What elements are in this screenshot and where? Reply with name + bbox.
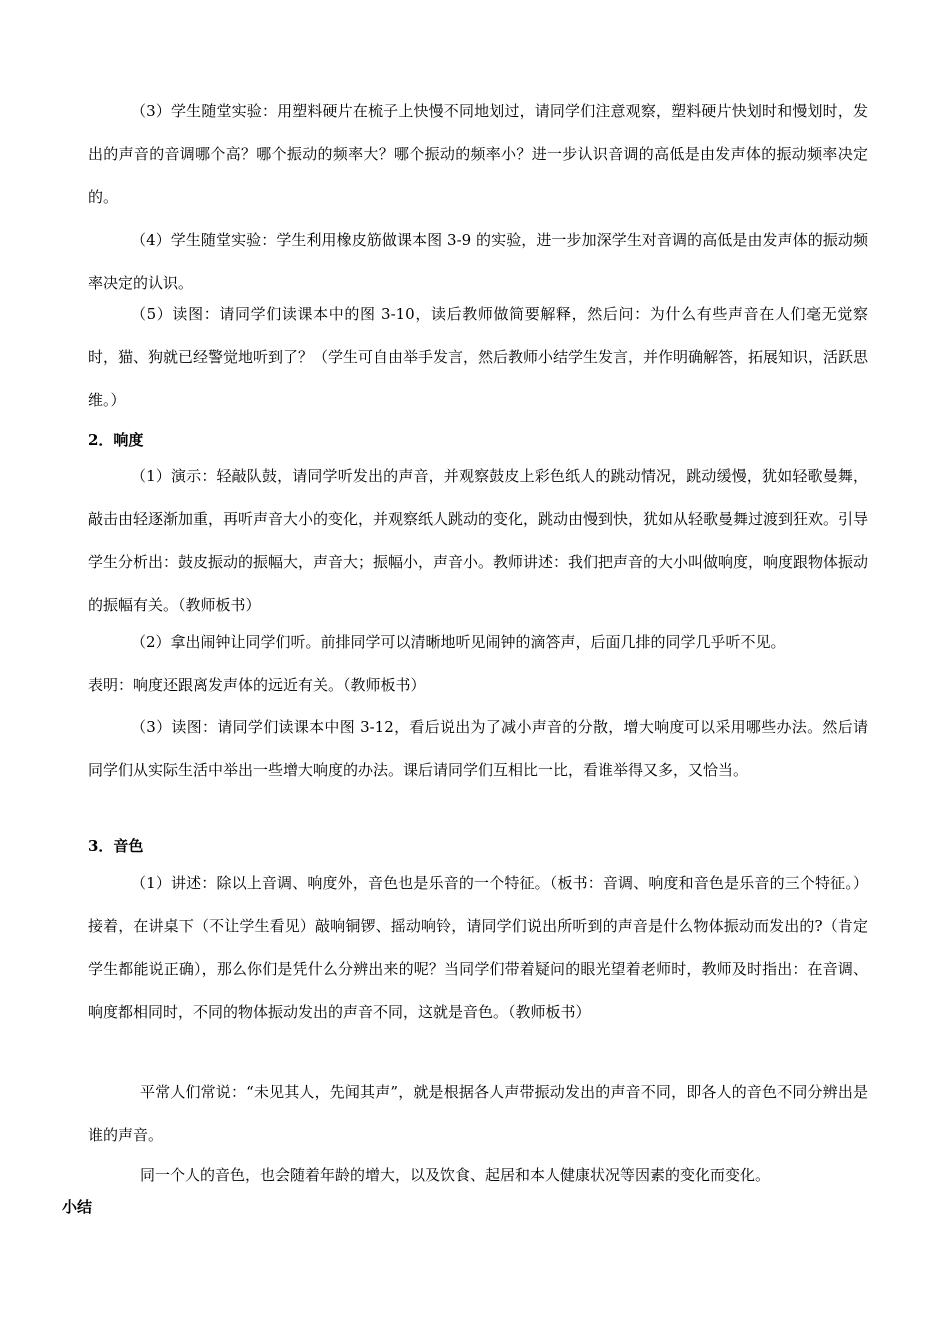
section-heading-loudness: 2．响度 <box>88 431 144 449</box>
paragraph-alarm-clock: （2）拿出闹钟让同学们听。前排同学可以清晰地听见闹钟的滴答声，后面几排的同学几乎听不见。 <box>131 633 786 651</box>
paragraph-saying: 平常人们常说：“未见其人，先闻其声”，就是根据各人声带振动发出的声音不同，即各人的音色不同分辨出是谁的声音。 <box>88 1083 868 1144</box>
paragraph-timbre-explanation: （1）讲述：除以上音调、响度外，音色也是乐音的一个特征。（板书：音调、响度和音色是乐音的三个特征。）接着，在讲桌下（不让学生看见）敲响铜锣、摇动响铃，请同学们说出所听到的声音是什么物体振动而发出的?（肯定学生都能说正确），那么你们是凭什么分辨出来的呢？当同学们带着疑问的眼光望着老师时，教师及时指出：在音调、响度都相同时，不同的物体振动发出的声音不同，这就是音色。（教师板书） <box>88 874 868 1021</box>
paragraph-loudness-distance: 表明：响度还跟离发声体的远近有关。（教师板书） <box>88 676 426 694</box>
paragraph-experiment-comb: （3）学生随堂实验：用塑料硬片在梳子上快慢不同地划过，请同学们注意观察，塑料硬片快划时和慢划时，发出的声音的音调哪个高？哪个振动的频率大？哪个振动的频率小？进一步认识音调的高低是由发声体的振动频率决定的。 <box>88 102 868 206</box>
summary-heading: 小结 <box>62 1198 93 1216</box>
paragraph-read-figure-3-10: （5）读图：请同学们读课本中的图 3-10，读后教师做简要解释，然后问：为什么有些声音在人们毫无觉察时，猫、狗就已经警觉地听到了？（学生可自由举手发言，然后教师小结学生发言，并作明确解答，拓展知识，活跃思维。） <box>88 305 869 409</box>
paragraph-drum-demo: （1）演示：轻敲队鼓，请同学听发出的声音，并观察鼓皮上彩色纸人的跳动情况，跳动缓慢，犹如轻歌曼舞，敲击由轻逐渐加重，再听声音大小的变化，并观察纸人跳动的变化，跳动由慢到快，犹如从轻歌曼舞过渡到狂欢。引导学生分析出：鼓皮振动的振幅大，声音大；振幅小，声音小。教师讲述：我们把声音的大小叫做响度，响度跟物体振动的振幅有关。（教师板书） <box>88 467 869 614</box>
paragraph-read-figure-3-12: （3）读图：请同学们读课本中图 3-12，看后说出为了减小声音的分散，增大响度可以采用哪些办法。然后请同学们从实际生活中举出一些增大响度的办法。课后请同学们互相比一比，看谁举得又多，又恰当。 <box>88 718 868 779</box>
paragraph-experiment-rubber-band: （4）学生随堂实验：学生利用橡皮筋做课本图 3-9 的实验，进一步加深学生对音调的高低是由发声体的振动频率决定的认识。 <box>88 231 868 292</box>
section-heading-timbre: 3．音色 <box>88 837 144 855</box>
paragraph-timbre-changes: 同一个人的音色，也会随着年龄的增大，以及饮食、起居和本人健康状况等因素的变化而变化。 <box>140 1166 771 1184</box>
